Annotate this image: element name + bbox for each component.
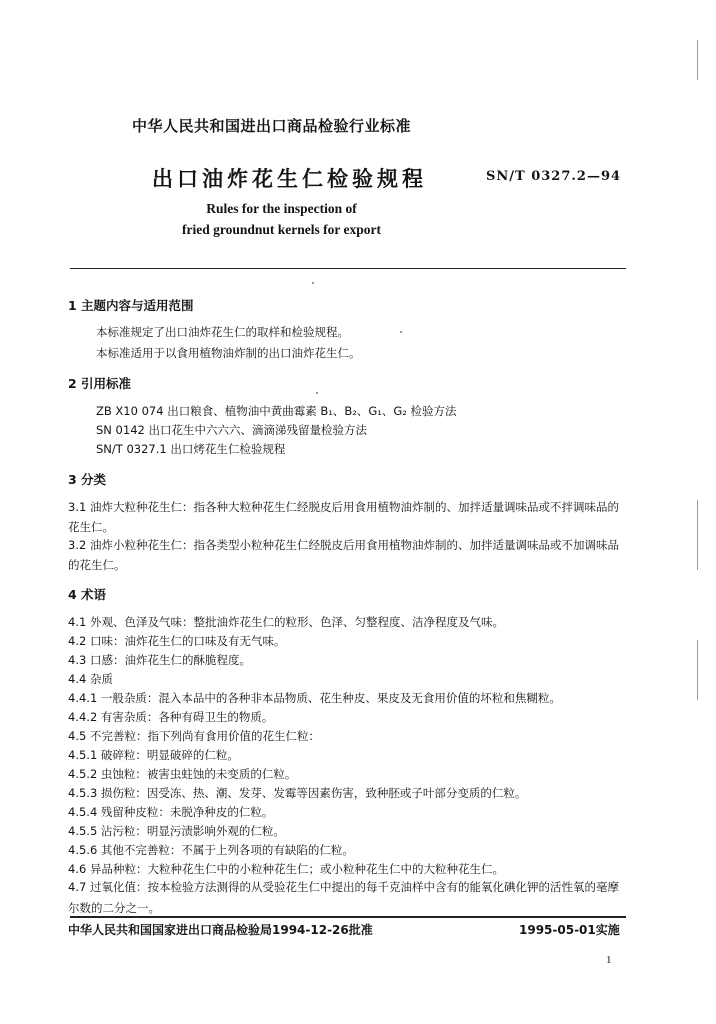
scan-speck xyxy=(400,331,402,333)
page-number: 1 xyxy=(606,954,612,966)
approval-line: 中华人民共和国国家进出口商品检验局1994-12-26批准 xyxy=(68,923,373,937)
clause-4-5-3: 4.5.3 损伤粒：因受冻、热、潮、发芽、发霉等因素伤害，致种胚或子叶部分变质的仁粒。 xyxy=(68,786,527,800)
scan-speck xyxy=(316,392,318,394)
effective-date: 1995-05-01实施 xyxy=(519,923,620,937)
clause-4-5-6: 4.5.6 其他不完善粒：不属于上列各项的有缺陷的仁粒。 xyxy=(68,843,354,857)
scan-speck xyxy=(312,282,314,284)
section-1-line-2: 本标准适用于以食用植物油炸制的出口油炸花生仁。 xyxy=(96,346,361,360)
clause-4-4-2: 4.4.2 有害杂质：各种有碍卫生的物质。 xyxy=(68,710,274,724)
clause-4-5-1: 4.5.1 破碎粒：明显破碎的仁粒。 xyxy=(68,748,239,762)
clause-4-4: 4.4 杂质 xyxy=(68,672,113,686)
section-1-line-1: 本标准规定了出口油炸花生仁的取样和检验规程。 xyxy=(96,325,349,339)
section-3-heading: 3 分类 xyxy=(68,472,107,487)
section-4-heading: 4 术语 xyxy=(68,587,107,602)
section-2-heading: 2 引用标准 xyxy=(68,376,132,391)
clause-4-1: 4.1 外观、色泽及气味：整批油炸花生仁的粒形、色泽、匀整程度、洁净程度及气味。 xyxy=(68,615,504,629)
clause-4-5-4: 4.5.4 残留种皮粒：未脱净种皮的仁粒。 xyxy=(68,805,274,819)
clause-4-5: 4.5 不完善粒：指下列尚有食用价值的花生仁粒： xyxy=(68,729,320,743)
document-title-en-line2: fried groundnut kernels for export xyxy=(182,222,381,237)
reference-item-1: ZB X10 074 出口粮食、植物油中黄曲霉素 B₁、B₂、G₁、G₂ 检验方法 xyxy=(96,404,457,418)
clause-4-3: 4.3 口感：油炸花生仁的酥脆程度。 xyxy=(68,653,251,667)
reference-item-3: SN/T 0327.1 出口烤花生仁检验规程 xyxy=(96,442,286,456)
clause-4-7: 4.7 过氧化值：按本检验方法测得的从受验花生仁中提出的每千克油样中含有的能氧化碘化钾的活性氧的毫摩尔数的二分之一。 xyxy=(68,880,619,915)
scan-artifact-line xyxy=(697,640,698,700)
document-title-en-line1: Rules for the inspection of xyxy=(206,201,357,216)
clause-4-4-1: 4.4.1 一般杂质：混入本品中的各种非本品物质、花生种皮、果皮及无食用价值的坏粒和焦糊粒。 xyxy=(68,691,561,705)
clause-4-5-5: 4.5.5 沾污粒：明显污渍影响外观的仁粒。 xyxy=(68,824,285,838)
clause-3-1: 3.1 油炸大粒种花生仁：指各种大粒种花生仁经脱皮后用食用植物油炸制的、加拌适量调味品或不拌调味品的花生仁。 xyxy=(68,500,619,534)
standard-code: SN/T 0327.2—94 xyxy=(486,169,622,184)
issuing-body-header: 中华人民共和国进出口商品检验行业标准 xyxy=(132,117,412,135)
clause-4-6: 4.6 异品种粒：大粒种花生仁中的小粒种花生仁；或小粒种花生仁中的大粒种花生仁。 xyxy=(68,862,504,876)
header-divider xyxy=(70,268,626,269)
scan-artifact-line xyxy=(697,40,698,80)
clause-3-2: 3.2 油炸小粒种花生仁：指各类型小粒种花生仁经脱皮后用食用植物油炸制的、加拌适量调味品或不加调味品的花生仁。 xyxy=(68,538,619,572)
footer-divider xyxy=(70,916,626,918)
section-1-heading: 1 主题内容与适用范围 xyxy=(68,298,194,313)
clause-4-2: 4.2 口味：油炸花生仁的口味及有无气味。 xyxy=(68,634,286,648)
reference-item-2: SN 0142 出口花生中六六六、滴滴涕残留量检验方法 xyxy=(96,423,367,437)
document-title-zh: 出口油炸花生仁检验规程 xyxy=(152,167,427,191)
clause-4-5-2: 4.5.2 虫蚀粒：被害虫蛀蚀的未变质的仁粒。 xyxy=(68,767,297,781)
scan-artifact-line xyxy=(697,500,698,570)
